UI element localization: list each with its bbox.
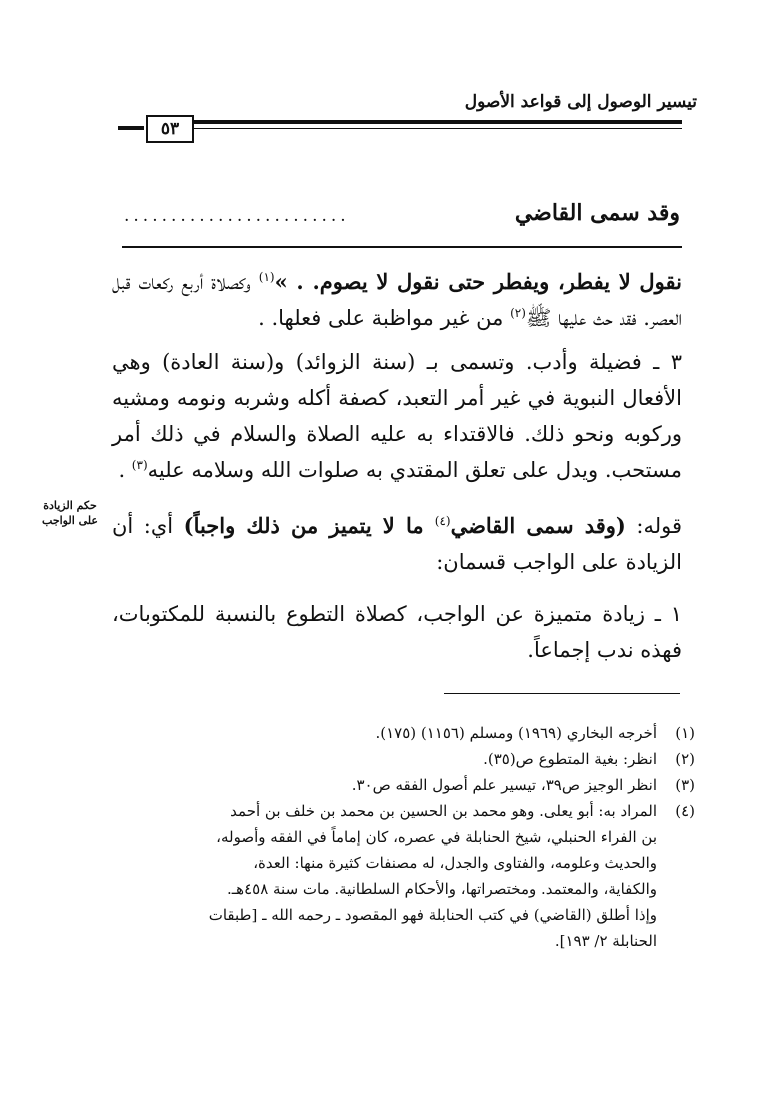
footnote-4 [90, 798, 695, 954]
paragraph-4-text: ١ ـ زيادة متميزة عن الواجب، كصلاة التطوع بالنسبة للمكتوبات، فهذه ندب إجماعاً. [112, 602, 682, 662]
footnote-text-line: وإذا أطلق (القاضي) في كتب الحنابلة فهو المقصود ـ رحمه الله ـ [طبقات [208, 906, 657, 924]
paragraph-2 [112, 344, 682, 488]
paragraph-2-tail: . [118, 458, 132, 482]
footnote-1 [90, 720, 695, 746]
paragraph-1 [112, 264, 682, 336]
footnote-3 [90, 772, 695, 798]
footnote-text: أخرجه البخاري (١٩٦٩) ومسلم (١١٥٦) (١٧٥). [375, 724, 657, 742]
footnote-number: (٤) [675, 802, 695, 820]
footnote-number: (٣) [675, 776, 695, 794]
footnote-text-line: والكفاية، والمعتمد. ومختصراتها، والأحكام السلطانية. مات سنة ٤٥٨هـ. [227, 880, 657, 898]
footnote-text: انظر: بغية المتطوع ص(٣٥). [483, 750, 657, 768]
paragraph-1-tail: من غير مواظبة على فعلها. . [258, 306, 511, 330]
footnote-text-line: بن الفراء الحنبلي، شيخ الحنابلة في عصره، كان إماماً في الفقه وأصوله، [216, 828, 657, 846]
footnote-ref-4: (٤) [434, 514, 451, 528]
header-rule-thin [192, 128, 682, 129]
footnote-number: (٢) [675, 750, 695, 768]
footnote-ref-1: (١) [258, 270, 275, 284]
header-rule-thick [192, 120, 682, 124]
paragraph-3-text: أي: أن الزيادة على الواجب قسمان: [112, 514, 682, 574]
footnote-separator [444, 693, 680, 694]
paragraph-3 [112, 508, 682, 580]
page-number: ٥٣ [146, 115, 194, 143]
margin-note-line-1: حكم الزيادة [43, 499, 97, 512]
footnote-ref-3: (٣) [131, 458, 148, 472]
paragraph-1-text: وكصلاة أربع ركعات قبل العصر. فقد حث عليها ﷺ [112, 270, 682, 330]
section-heading-dots: ........................ [124, 206, 350, 226]
footnote-text: انظر الوجيز ص٣٩، تيسير علم أصول الفقه ص٣٠. [351, 776, 657, 794]
section-heading-rule [122, 246, 682, 248]
footnote-number: (١) [675, 724, 695, 742]
paragraph-4 [112, 596, 682, 668]
paragraph-3-quote-b: ما لا يتميز من ذلك واجباً) [183, 513, 435, 538]
footnote-2 [90, 746, 695, 772]
footnote-text-line: والحديث وعلومه، والفتاوى والجدل، له مصنفات كثيرة منها: العدة، [253, 854, 657, 872]
footnote-ref-2: (٢) [510, 306, 526, 320]
paragraph-2-text: ٣ ـ فضيلة وأدب. وتسمى بـ (سنة الزوائد) و(سنة العادة) وهي الأفعال النبوية في غير أمر التعبد، كصفة أكله وشربه ونومه ومشيه وركوبه ونحو ذلك. فالاقتداء به عليه الصلاة والسلام في ذلك أمر مستحب. ويدل على تعلق المقتدي به صلوات الله وسلامه عليه [112, 350, 682, 482]
paragraph-1-quote: نقول لا يفطر، ويفطر حتى نقول لا يصوم. . » [274, 269, 682, 294]
footnotes [90, 720, 695, 954]
margin-note-line-2: على الواجب [42, 514, 98, 527]
header-rule-left [118, 126, 144, 130]
running-title: تيسير الوصول إلى قواعد الأصول [464, 92, 697, 112]
margin-note [24, 498, 116, 528]
footnote-text-line: المراد به: أبو يعلى. وهو محمد بن الحسين بن محمد بن خلف بن أحمد [230, 802, 657, 820]
paragraph-3-quote-a: (وقد سمى القاضي [450, 513, 626, 538]
paragraph-3-lead: قوله: [625, 514, 682, 538]
footnote-text-line: الحنابلة ٢/ ١٩٣]. [554, 932, 657, 950]
section-heading: وقد سمى القاضي [514, 200, 680, 226]
